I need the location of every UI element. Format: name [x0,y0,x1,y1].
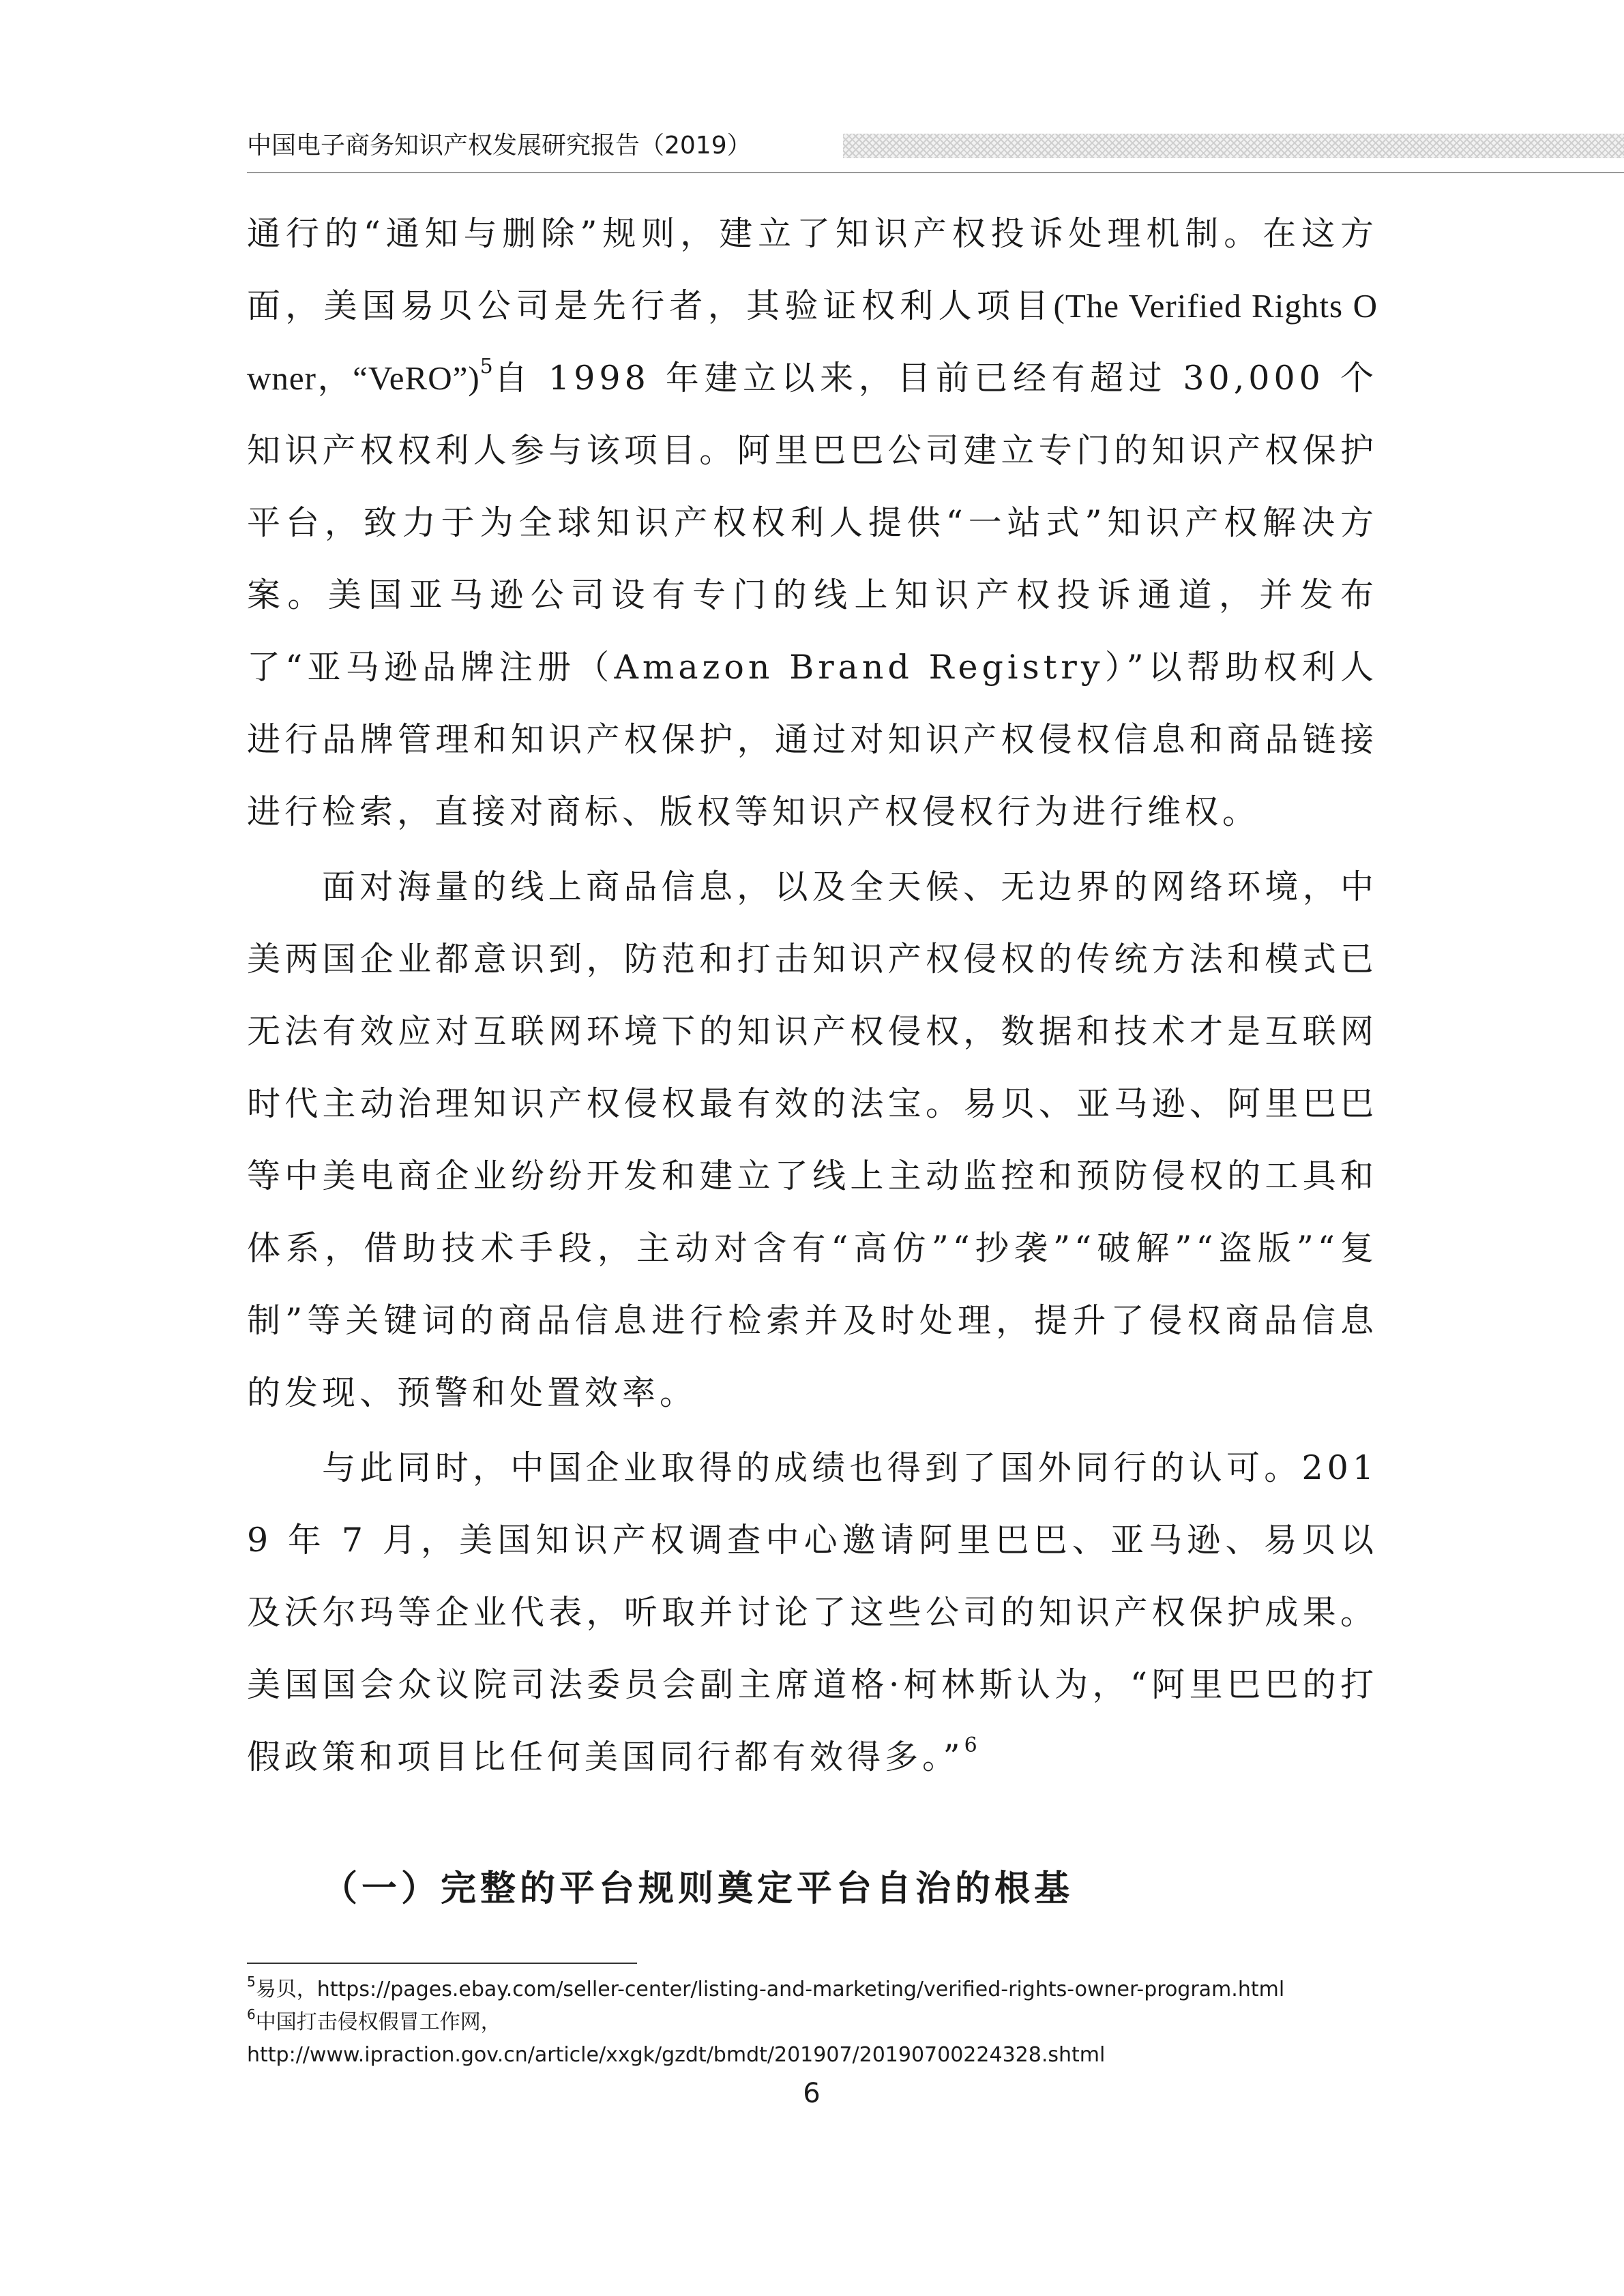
footnote-6-text: 中国打击侵权假冒工作网， [255,2010,501,2034]
header-decorative-band [843,134,1624,158]
paragraph-1-text-a: 通行的“通知与删除”规则，建立了知识产权投诉处理机制。在这方面，美国易贝公司是先行者，其验证权利人项目 [247,214,1378,325]
vero-name: (The Verified Rights Owner，“VeRO”) [247,287,1378,397]
footnote-5-mark: 5 [247,1973,256,1990]
footnote-6-mark: 6 [247,2006,256,2023]
footnote-6-url: http://www.ipraction.gov.cn/article/xxgk/gzdt/bmdt/201907/20190700224328.shtml [247,2043,1106,2067]
paragraph-3 [247,1432,1378,1793]
paragraph-3-text: 与此同时，中国企业取得的成绩也得到了国外同行的认可。2019 年 7 月，美国知识产权调查中心邀请阿里巴巴、亚马逊、易贝以及沃尔玛等企业代表，听取并讨论了这些公司的知识产权保护成果。美国国会众议院司法委员会副主席道格·柯林斯认为，“阿里巴巴的打假政策和项目比任何美国同行都有效得多。” [247,1448,1378,1776]
footnote-5-text: 易贝，https://pages.ebay.com/seller-center/listing-and-marketing/verified-rights-owner-program.html [255,1978,1285,2001]
footnote-separator [247,1963,637,1964]
body-text [247,198,1378,1796]
footnote-ref-5: 5 [479,355,493,378]
paragraph-1-text-b: 自 1998 年建立以来，目前已经有超过 30,000 个知识产权权利人参与该项目。阿里巴巴公司建立专门的知识产权保护平台，致力于为全球知识产权权利人提供“一站式”知识产权解决方案。美国亚马逊公司设有专门的线上知识产权投诉通道，并发布了“亚马逊品牌注册（Amazon Brand Registry）”以帮助权利人进行品牌管理和知识产权保护，通过对知识产权侵权信息和商品链接进行检索，直接对商标、版权等知识产权侵权行为进行维权。 [247,359,1378,831]
page-number: 6 [803,2078,821,2109]
page-header [247,127,1624,165]
header-divider [247,172,1624,173]
footnote-6 [247,2008,501,2038]
section-heading: （一）完整的平台规则奠定平台自治的根基 [322,1868,1074,1909]
report-title: 中国电子商务知识产权发展研究报告（2019） [247,132,752,160]
footnote-ref-6: 6 [964,1733,977,1757]
paragraph-2: 面对海量的线上商品信息，以及全天候、无边界的网络环境，中美两国企业都意识到，防范和打击知识产权侵权的传统方法和模式已无法有效应对互联网环境下的知识产权侵权，数据和技术才是互联网时代主动治理知识产权侵权最有效的法宝。易贝、亚马逊、阿里巴巴等中美电商企业纷纷开发和建立了线上主动监控和预防侵权的工具和体系，借助技术手段，主动对含有“高仿”“抄袭”“破解”“盗版”“复制”等关键词的商品信息进行检索并及时处理，提升了侵权商品信息的发现、预警和处置效率。 [247,867,1378,1412]
paragraph-1 [247,198,1378,848]
footnote-5 [247,1975,1284,2005]
